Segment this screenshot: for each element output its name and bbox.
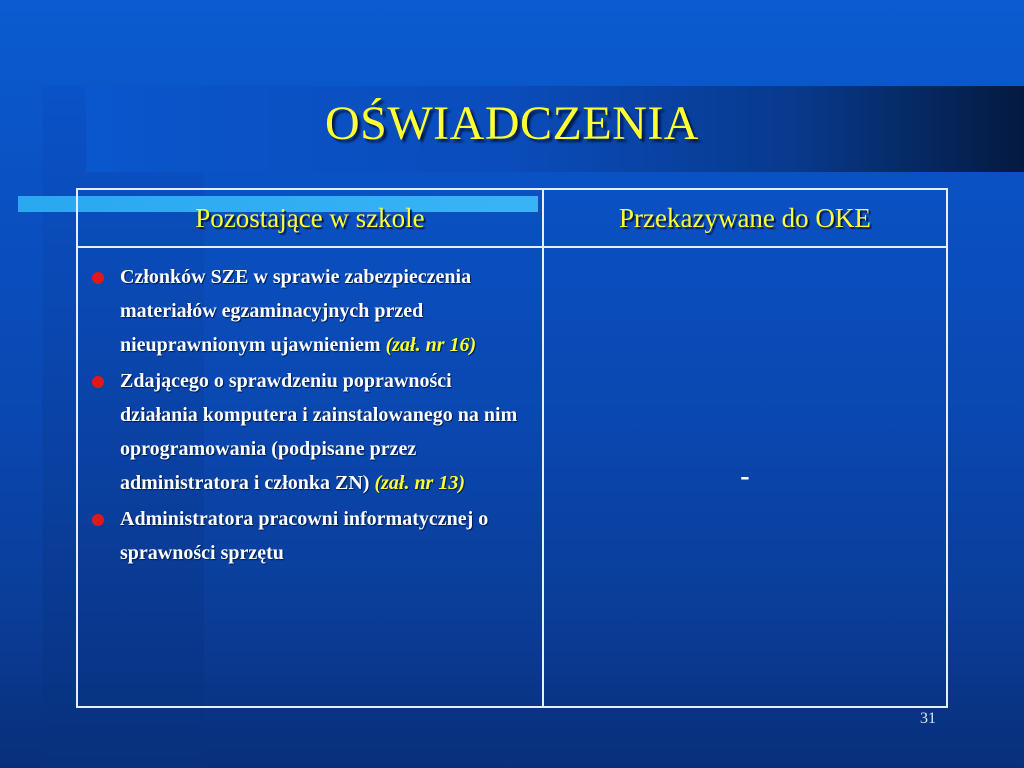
left-cell bbox=[77, 247, 543, 707]
list-item bbox=[92, 502, 534, 570]
slide-title: OŚWIADCZENIA bbox=[325, 97, 699, 150]
item-reference: (zał. nr 16) bbox=[385, 334, 477, 356]
list-item bbox=[92, 364, 534, 500]
item-text: Zdającego o sprawdzeniu poprawności działania komputera i zainstalowanego na nim oprogramowania (podpisane przez administratora i członka ZN) bbox=[120, 370, 518, 494]
bullet-dot-icon bbox=[92, 376, 104, 388]
right-cell-empty-dash: - bbox=[543, 247, 947, 707]
bullet-dot-icon bbox=[92, 514, 104, 526]
header-sent-to-oke: Przekazywane do OKE bbox=[543, 189, 947, 247]
statements-list bbox=[78, 248, 542, 570]
header-remaining-in-school: Pozostające w szkole bbox=[77, 189, 543, 247]
item-text: Administratora pracowni informatycznej o sprawności sprzętu bbox=[120, 508, 489, 564]
item-text: Członków SZE w sprawie zabezpieczenia materiałów egzaminacyjnych przed nieuprawnionym ujawnieniem bbox=[120, 266, 472, 356]
statements-table bbox=[76, 188, 948, 708]
table-body-row bbox=[77, 247, 947, 707]
list-item bbox=[92, 260, 534, 362]
table-header-row bbox=[77, 189, 947, 247]
item-reference: (zał. nr 13) bbox=[374, 472, 466, 494]
bullet-dot-icon bbox=[92, 272, 104, 284]
page-number: 31 bbox=[920, 710, 936, 727]
